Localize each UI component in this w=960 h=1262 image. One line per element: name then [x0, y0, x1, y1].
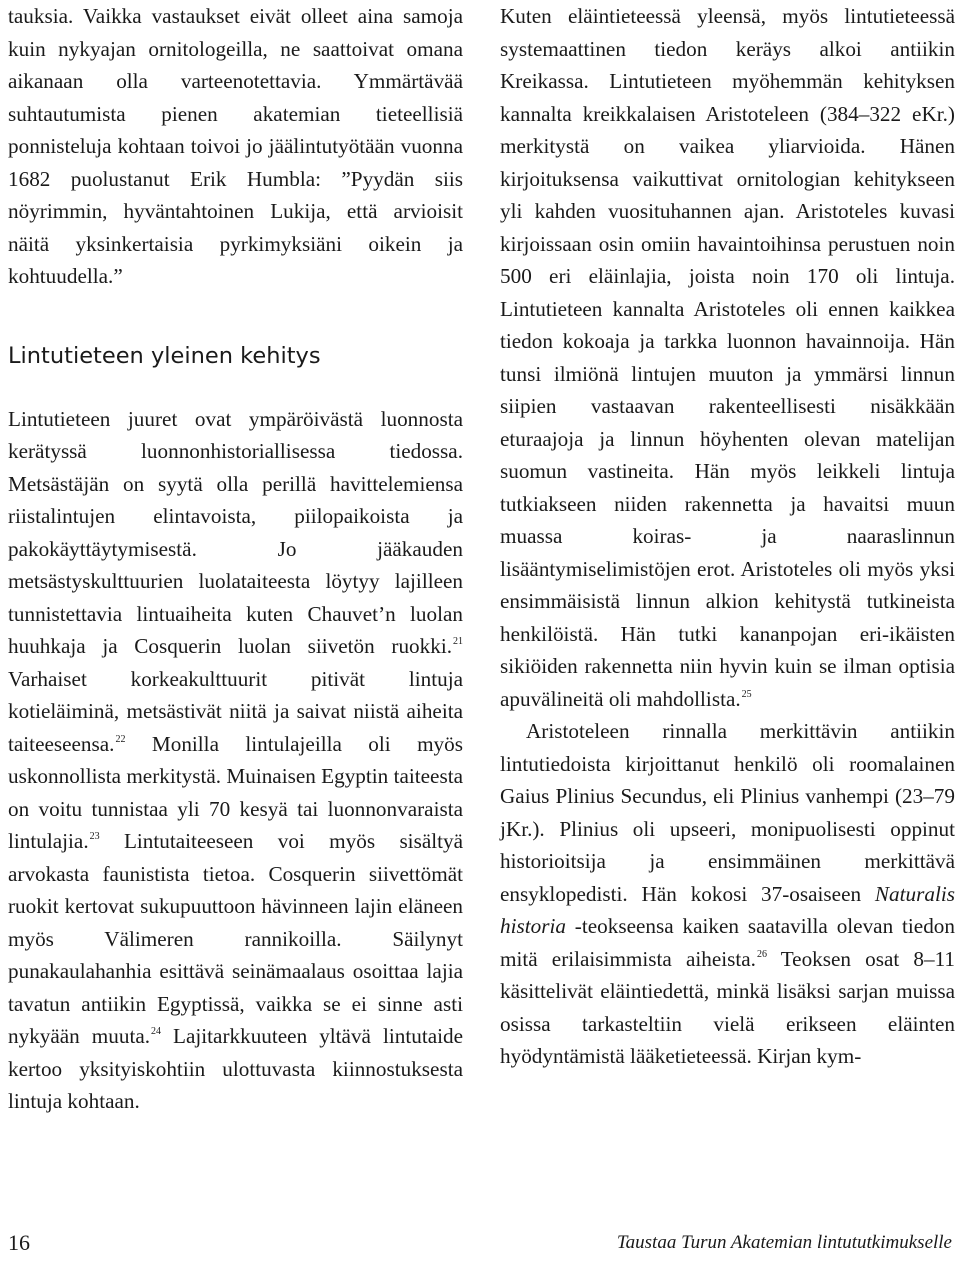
text-run: Aristoteleen rinnalla merkittävin antiikin lintutiedoista kirjoittanut henkilö oli roomalainen Gaius Plinius Secundus, eli Plinius vanhempi (23–79 jKr.). Plinius oli upseeri, monipuolisesti oppinut historioitsija ja ensimmäinen merkittävä ensyklopedisti. Hän kokosi 37-osaiseen — [500, 719, 955, 906]
section-heading: Lintutieteen yleinen kehitys — [8, 342, 321, 369]
footnote-ref-21[interactable]: 21 — [453, 636, 463, 647]
footnote-ref-25[interactable]: 25 — [741, 688, 752, 700]
text-run: Monilla lintulajeilla oli myös uskonnollista merkitystä. Muinaisen Egyptin taiteesta on voitu tunnistaa yli 70 kesyä tai luonnonvaraista lintulajia. — [8, 731, 463, 853]
page-number: 16 — [8, 1230, 30, 1255]
text-run: Teoksen osat 8–11 käsittelivät eläintiedettä, minkä lisäksi sarjan muissa osissa tarkasteltiin vielä erikseen eläinten hyödyntämistä lääketieteessä. Kirjan kym- — [500, 946, 955, 1068]
left-column — [8, 0, 463, 1118]
left-paragraph-2 — [8, 403, 463, 1118]
footnote-ref-24[interactable]: 24 — [151, 1026, 162, 1037]
running-title: Taustaa Turun Akatemian lintututkimukselle — [616, 1232, 952, 1253]
left-paragraph-1: tauksia. Vaikka vastaukset eivät olleet aina samoja kuin nykyajan ornitologeilla, ne saattoivat omana aikanaan olla varteenotettavia. Ymmärtävää suhtautumista pienen akatemian tieteellisiä ponnisteluja kohtaan toivoi jo jäälintutyötään vuonna 1682 puolustanut Erik Humbla: ”Pyydän siis nöyrimmin, hyväntahtoinen Lukija, että arvioisit näitä yksinkertaisia pyrkimyksiäni oikein ja kohtuudella.” — [8, 4, 463, 288]
text-run: Varhaiset korkeakulttuurit pitivät lintuja kotieläiminä, metsästivät niitä ja saivat niistä aiheita taiteeseensa. — [8, 666, 463, 756]
book-title: Naturalis historia — [500, 881, 955, 938]
right-column — [500, 0, 955, 1073]
footnote-ref-26[interactable]: 26 — [756, 948, 767, 960]
right-paragraph-1 — [500, 0, 955, 715]
text-run: Lintutieteen juuret ovat ympäröivästä luonnosta kerätyssä luonnonhistoriallisessa tiedossa. Metsästäjän on syytä olla perillä havittelemiensa riistalintujen elintavoista, piilopaikoista ja pakokäyttäytymisestä. Jo jääkauden metsästyskulttuurien luolataiteesta löytyy lajilleen tunnistettavia lintuaiheita kuten Chauvet’n luolan huuhkaja ja Cosquerin luolan siivetön ruokki. — [8, 406, 463, 658]
right-paragraph-2 — [500, 715, 955, 1073]
text-run: Lajitarkkuuteen yltävä lintutaide kertoo yksityiskohtiin ulottuvasta kiinnostuksesta lintuja kohtaan. — [8, 1024, 463, 1113]
text-run: Lintutaiteeseen voi myös sisältyä arvokasta faunistista tietoa. Cosquerin siivettömät ruokit kertovat sukupuuttoon hävinneen lajin eläneen myös Välimeren rannikoilla. Säilynyt punakaulahanhia esittävä seinämaalaus osoittaa lajia tavatun antiikin Egyptissä, vaikka se ei sinne asti nykyään muuta. — [8, 829, 463, 1048]
text-run: -teokseensa kaiken saatavilla olevan tiedon mitä erilaisimmista aiheista. — [500, 914, 955, 971]
text-run: Kuten eläintieteessä yleensä, myös lintutieteessä systemaattinen tiedon keräys alkoi antiikin Kreikassa. Lintutieteen myöhemmän kehityksen kannalta kreikkalaisen Aristoteleen (384–322 eKr.) merkitystä on vaikea yliarvioida. Hänen kirjoituksensa vaikuttivat ornitologian kehitykseen yli kahden vuosituhannen ajan. Aristoteles kuvasi kirjoissaan osin omiin havaintoihinsa perustuen noin 500 eri eläinlajia, joista noin 170 oli lintuja. Lintutieteen kannalta Aristoteles oli ennen kaikkea tiedon kokoaja ja tarkka luonnon havainnoija. Hän tunsi ilmiönä lintujen muuton ja ymmärsi linnun siipien vastaavan rakenteellisesti nisäkkään eturaajoja ja linnun höyhenten olevan matelijan suomun vastineita. Hän myös leikkeli lintuja tutkiakseen niiden rakennetta ja havaitsi muun muassa koiras- ja naaraslinnun lisääntymiselimistöjen erot. Aristoteles oli myös yksi ensimmäisistä linnun alkion kehitystä tutkineista henkilöistä. Hän tutki kananpojan eri-ikäisten sikiöiden rakennetta niin hyvin kuin se ilman optisia apuvälineitä oli mahdollista. — [500, 4, 955, 711]
footnote-ref-23[interactable]: 23 — [89, 831, 100, 842]
footnote-ref-22[interactable]: 22 — [115, 733, 126, 745]
